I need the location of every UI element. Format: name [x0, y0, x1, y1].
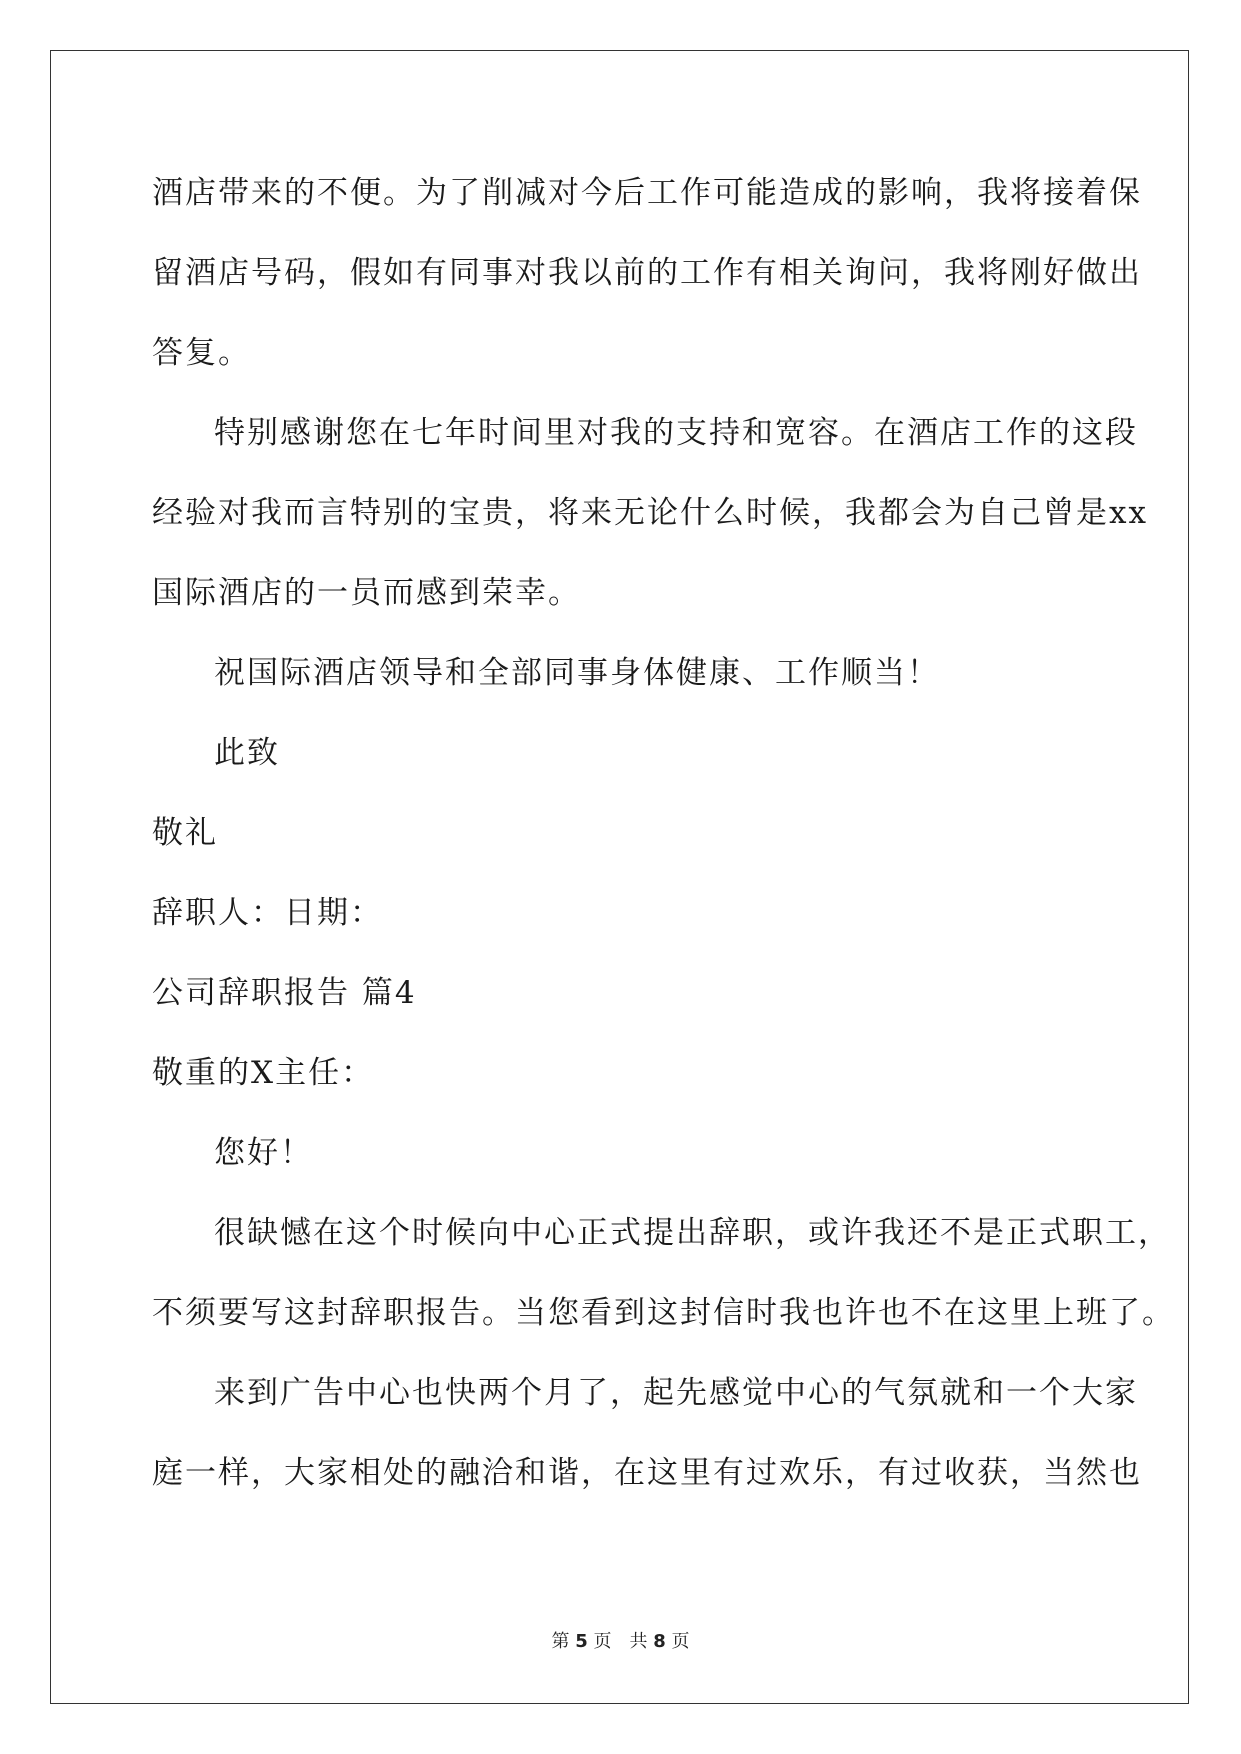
- page-number-footer: [0, 1627, 1241, 1653]
- text-line: 此致: [214, 735, 280, 771]
- text-line: 答复。: [152, 335, 251, 371]
- current-page-number: 5: [575, 1631, 588, 1652]
- text-line: 国际酒店的一员而感到荣幸。: [152, 575, 581, 611]
- text-line: 经验对我而言特别的宝贵，将来无论什么时候，我都会为自己曾是xx: [152, 495, 1148, 531]
- text-line: 留酒店号码，假如有同事对我以前的工作有相关询问，我将刚好做出: [152, 255, 1142, 291]
- text-line: 来到广告中心也快两个月了，起先感觉中心的气氛就和一个大家: [214, 1375, 1138, 1411]
- text-line: 酒店带来的不便。为了削减对今后工作可能造成的影响，我将接着保: [152, 175, 1142, 211]
- text-line: 很缺憾在这个时候向中心正式提出辞职，或许我还不是正式职工，: [214, 1215, 1171, 1251]
- footer-mid: 页 共: [593, 1631, 648, 1652]
- text-line: 庭一样，大家相处的融洽和谐，在这里有过欢乐，有过收获，当然也: [152, 1455, 1142, 1491]
- text-line: 不须要写这封辞职报告。当您看到这封信时我也许也不在这里上班了。: [152, 1295, 1175, 1331]
- total-page-number: 8: [653, 1631, 666, 1652]
- section-heading: 公司辞职报告 篇4: [152, 975, 417, 1011]
- footer-prefix: 第: [551, 1631, 570, 1652]
- text-line: 特别感谢您在七年时间里对我的支持和宽容。在酒店工作的这段: [214, 415, 1138, 451]
- text-line: 您好！: [214, 1135, 313, 1171]
- footer-suffix: 页: [671, 1631, 690, 1652]
- text-line: 敬重的X主任：: [152, 1055, 375, 1091]
- text-line: 敬礼: [152, 815, 218, 851]
- text-line: 祝国际酒店领导和全部同事身体健康、工作顺当！: [214, 655, 940, 691]
- text-line: 辞职人：日期：: [152, 895, 383, 931]
